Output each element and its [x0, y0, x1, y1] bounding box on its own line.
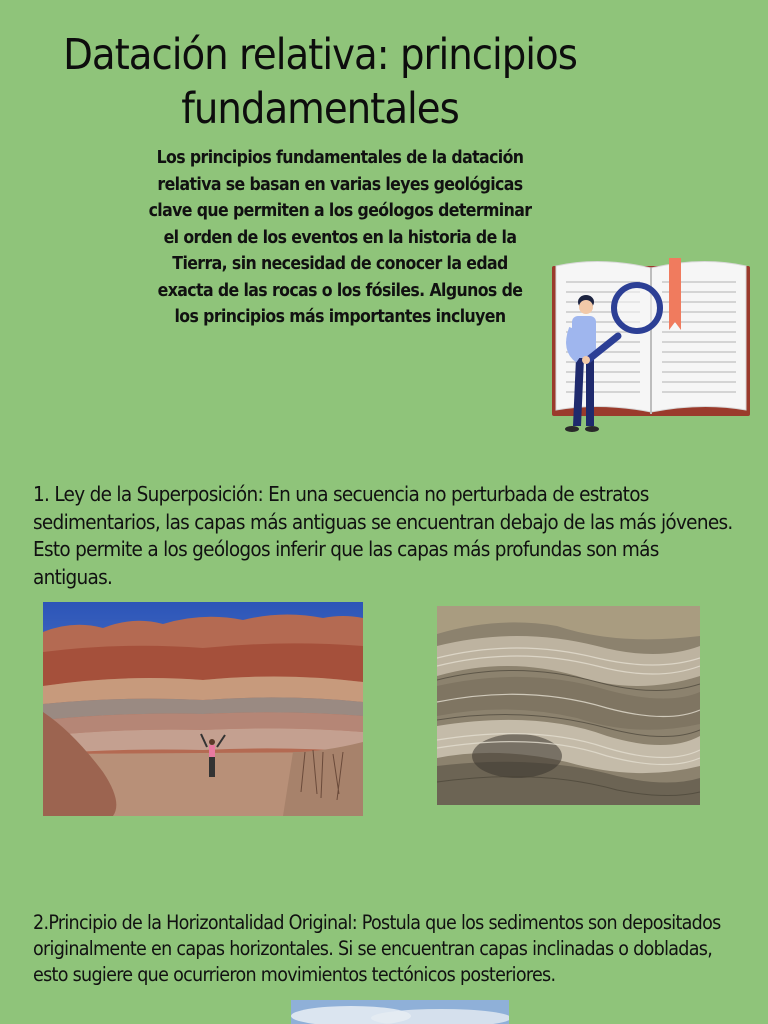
canyon-strata-photo	[43, 602, 363, 816]
principle-superposition-text: 1. Ley de la Superposición: En una secuencia no perturbada de estratos sedimentarios, las capas más antiguas se encuentran debajo de las más jóvenes. Esto permite a los geólogos inferir que las capas más profundas son más antiguas.	[33, 482, 733, 589]
book-magnifier-illustration	[548, 254, 754, 436]
page-title: Datación relativa: principios fundamentales	[63, 30, 577, 134]
folded-rock-layers-photo	[437, 606, 700, 805]
principle-horizontality-text: 2.Principio de la Horizontalidad Original: Postula que los sedimentos son depositados originalmente en capas horizontales. Si se encuentran capas inclinadas o dobladas, esto sugiere que ocurrieron movimientos tectónicos posteriores.	[33, 911, 721, 986]
intro-paragraph: Los principios fundamentales de la datación relativa se basan en varias leyes geológicas clave que permiten a los geólogos determinar el orden de los eventos en la historia de la Tierra, sin necesidad de conocer la edad exacta de las rocas o los fósiles. Algunos de los principios más importantes incluyen	[148, 148, 532, 327]
sky-landscape-photo	[291, 1000, 509, 1024]
